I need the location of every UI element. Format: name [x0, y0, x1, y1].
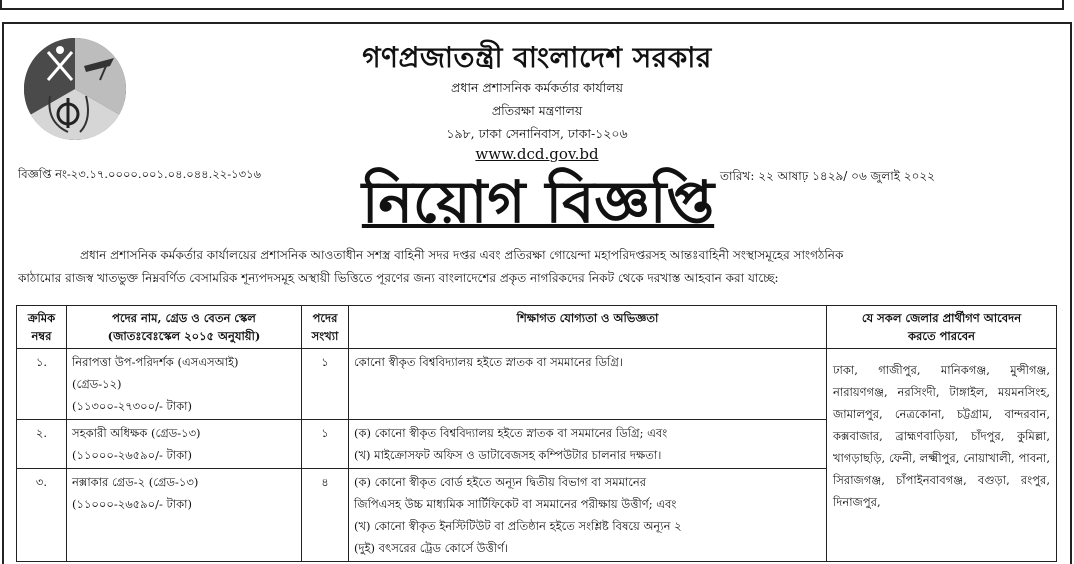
memo-date: তারিখ: ২২ আষাঢ় ১৪২৯/ ০৬ জুলাই ২০২২: [720, 169, 935, 183]
serial-cell: ২.: [17, 420, 67, 469]
notice-title: নিয়োগ বিজ্ঞপ্তি: [361, 168, 715, 236]
table-row: [17, 349, 1057, 420]
post-cell: সহকারী অধিক্ষক (গ্রেড-১৩) (১১০০০-২৬৫৯০/- টাকা): [67, 420, 302, 469]
intro-paragraph: [18, 244, 1058, 290]
header-education: শিক্ষাগত যোগ্যতা ও অভিজ্ঞতা: [349, 306, 827, 349]
table-header-row: [17, 306, 1057, 349]
post-cell: নিরাপত্তা উপ-পরিদর্শক (এসএসআই) (গ্রেড-১২) (১১৩০০-২৭৩০০/- টাকা): [67, 349, 302, 420]
education-cell: কোনো স্বীকৃত বিশ্ববিদ্যালয় হইতে স্নাতক বা সমমানের ডিগ্রি।: [349, 349, 827, 420]
ministry-name: প্রতিরক্ষা মন্ত্রণালয়: [491, 103, 583, 118]
government-title: গণপ্রজাতন্ত্রী বাংলাদেশ সরকার: [362, 41, 712, 74]
header-count: পদের সংখ্যা: [302, 306, 349, 349]
office-name: প্রধান প্রশাসনিক কর্মকর্তার কার্যালয়: [451, 80, 623, 95]
serial-cell: ৩.: [17, 469, 67, 562]
job-table: [16, 305, 1057, 562]
count-cell: ৪: [302, 469, 349, 562]
header-post: পদের নাম, গ্রেড ও বেতন স্কেল (জাতঃবেঃস্কেল ২০১৫ অনুযায়ী): [67, 306, 302, 349]
header-districts: যে সকল জেলার প্রার্থীগণ আবেদন করতে পারবেন: [827, 306, 1057, 349]
intro-line: কাঠামোর রাজস্ব খাতভুক্ত নিম্নবর্ণিত বেসামরিক শূন্যপদসমূহ অস্থায়ী ভিত্তিতে পূরণের জন্য বাংলাদেশের প্রকৃত নাগরিকদের নিকট থেকে দরখাস্ত আহবান করা যাচ্ছে:: [18, 271, 779, 285]
education-cell: (ক) কোনো স্বীকৃত বোর্ড হইতে অন্যূন দ্বিতীয় বিভাগ বা সমমানের জিপিএসহ উচ্চ মাধ্যমিক সার্টিফিকেট বা সমমানের পরীক্ষায় উত্তীর্ণ; এবং (খ) কোনো স্বীকৃত ইনস্টিটিউট বা প্রতিষ্ঠান হইতে সংশ্লিষ্ট বিষয়ে অন্যূন ২ (দুই) বৎসরের ট্রেড কোর্সে উত্তীর্ণ।: [349, 469, 827, 562]
website-link[interactable]: www.dcd.gov.bd: [475, 145, 599, 163]
education-cell: (ক) কোনো স্বীকৃত বিশ্ববিদ্যালয় হইতে স্নাতক বা সমমানের ডিগ্রি; এবং (খ) মাইক্রোসফট অফিস ও ডাটাবেজসহ কম্পিউটার চালনার দক্ষতা।: [349, 420, 827, 469]
office-address: ১৯৮, ঢাকা সেনানিবাস, ঢাকা-১২০৬: [446, 126, 628, 141]
header-serial: ক্রমিক নম্বর: [17, 306, 67, 349]
serial-cell: ১.: [17, 349, 67, 420]
count-cell: ১: [302, 349, 349, 420]
memo-number: বিজ্ঞপ্তি নং-২৩.১৭.০০০০.০০১.০৪.০৪৪.২২-১৩১৬: [18, 167, 262, 181]
page-border-top: [0, 0, 1064, 10]
post-cell: নক্সাকার গ্রেড-২ (গ্রেড-১৩) (১১০০০-২৬৫৯০/- টাকা): [67, 469, 302, 562]
intro-line: প্রধান প্রশাসনিক কর্মকর্তার কার্যালয়ের প্রশাসনিক আওতাধীন সশস্ত্র বাহিনী সদর দপ্তর এবং প্রতিরক্ষা গোয়েন্দা মহাপরিদপ্তরসহ আন্তঃবাহিনী সংস্থাসমূহের সাংগঠনিক: [80, 248, 844, 262]
districts-cell: ঢাকা, গাজীপুর, মানিকগঞ্জ, মুন্সীগঞ্জ, নারায়ণগঞ্জ, নরসিংদী, টাঙ্গাইল, ময়মনসিংহ, জামালপুর, নেত্রকোনা, চট্টগ্রাম, বান্দরবান, কক্সবাজার, ব্রাহ্মণবাড়িয়া, চাঁদপুর, কুমিল্লা, খাগড়াছড়ি, ফেনী, লক্ষ্মীপুর, নোয়াখালী, পাবনা, সিরাজগঞ্জ, চাঁপাইনবাবগঞ্জ, বগুড়া, রংপুর, দিনাজপুর,: [827, 349, 1057, 562]
count-cell: ১: [302, 420, 349, 469]
